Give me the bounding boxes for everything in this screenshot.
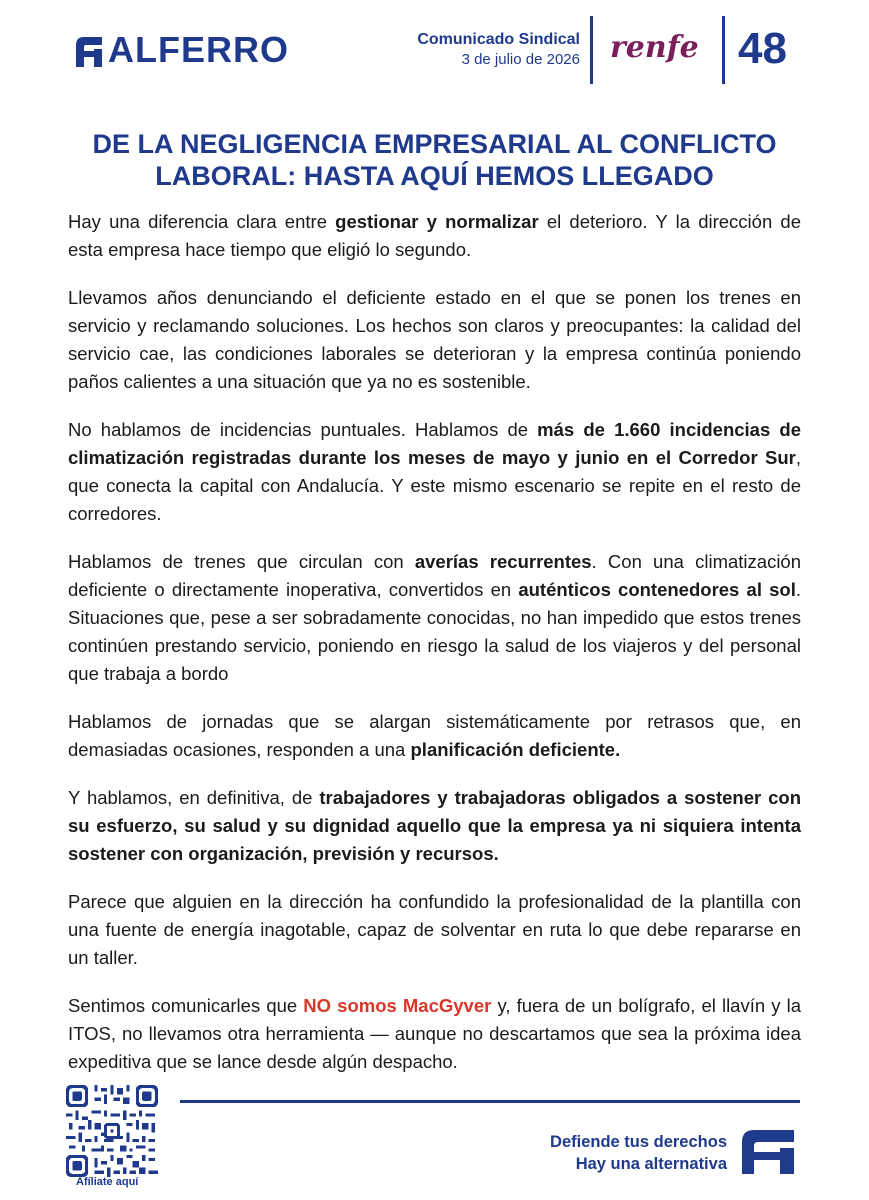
footer-divider (180, 1100, 800, 1103)
issue-number: 48 (738, 24, 787, 73)
divider (590, 16, 593, 84)
bold-text: auténticos contenedores al sol (518, 579, 796, 600)
paragraph (68, 416, 801, 528)
divider (722, 16, 725, 84)
document-body (68, 208, 801, 1096)
communique-info (417, 30, 580, 70)
text-run: Y hablamos, en definitiva, de (68, 787, 320, 808)
header (0, 0, 869, 100)
brand-name: ALFERRO (108, 29, 289, 70)
text-run: y, fuera de un bolígrafo, el llavín y la ITOS, no llevamos otra herramienta — aunque no descartamos que sea la próxima idea expeditiva que se lance desde algún despacho. (68, 995, 802, 1072)
paragraph (68, 784, 801, 868)
communique-date: 3 de julio de 2026 (461, 51, 580, 68)
text-run: Hablamos de jornadas que se alargan sistemáticamente por retrasos que, en demasiadas ocasiones, responden a una (68, 711, 801, 760)
title-line-1: DE LA NEGLIGENCIA EMPRESARIAL AL CONFLICTO (92, 129, 777, 159)
paragraph (68, 208, 801, 264)
text-run: Parece que alguien en la dirección ha confundido la profesionalidad de la plantilla con una fuente de energía inagotable, capaz de solventar en ruta lo que debe repararse en un taller. (68, 891, 801, 968)
bold-text: gestionar y normalizar (335, 211, 539, 232)
text-run: , que conecta la capital con Andalucía. Y este mismo escenario se repite en el resto de corredores. (68, 447, 801, 524)
slogan (550, 1131, 727, 1175)
renfe-logo: renfe (610, 30, 699, 65)
paragraph (68, 284, 801, 396)
text-run: Sentimos comunicarles que (68, 995, 304, 1016)
communique-title: Comunicado Sindical (417, 31, 580, 48)
bold-text: más de 1.660 incidencias de climatización registradas durante los meses de mayo y junio en el Corredor Sur (68, 419, 801, 468)
bold-text: planificación deficiente. (410, 739, 621, 760)
alferro-mark-icon (738, 1128, 796, 1174)
title-line-2: LABORAL: HASTA AQUÍ HEMOS LLEGADO (155, 161, 714, 191)
page-title (50, 128, 819, 192)
paragraph (68, 708, 801, 764)
slogan-line-1: Defiende tus derechos (550, 1133, 727, 1151)
paragraph (68, 992, 801, 1076)
slogan-line-2: Hay una alternativa (575, 1155, 727, 1173)
highlighted-text: NO somos MacGyver (303, 995, 492, 1016)
text-run: Llevamos años denunciando el deficiente estado en el que se ponen los trenes en servicio y reclamando soluciones. Los hechos son claros y preocupantes: la calidad del servicio cae, las condiciones laborales se deterioran y la empresa continúa poniendo paños calientes a una situación que ya no es sostenible. (68, 287, 801, 392)
text-run: Hablamos de trenes que circulan con (68, 551, 415, 572)
text-run: . Con una climatización deficiente o directamente inoperativa, convertidos en (68, 551, 802, 600)
qr-caption: Afíliate aquí (76, 1176, 139, 1188)
paragraph (68, 548, 801, 688)
text-run: . Situaciones que, pese a ser sobradamente conocidas, no han impedido que estos trenes continúen prestando servicio, poniendo en riesgo la salud de los viajeros y del personal que trabaja a bordo (68, 579, 802, 684)
bold-text: trabajadores y trabajadoras obligados a sostener con su esfuerzo, su salud y su dignidad aquello que la empresa ya ni siquiera intenta sostener con organización, previsión y recursos. (68, 787, 802, 864)
text-run: el deterioro. Y la dirección de esta empresa hace tiempo que eligió lo segundo. (68, 211, 801, 260)
paragraph (68, 888, 801, 972)
alferro-logo (72, 30, 289, 70)
text-run: Hay una diferencia clara entre (68, 211, 336, 232)
text-run: No hablamos de incidencias puntuales. Hablamos de (68, 419, 538, 440)
qr-code-icon[interactable] (66, 1085, 158, 1177)
bold-text: averías recurrentes (414, 551, 592, 572)
alferro-logo-icon (72, 33, 106, 67)
